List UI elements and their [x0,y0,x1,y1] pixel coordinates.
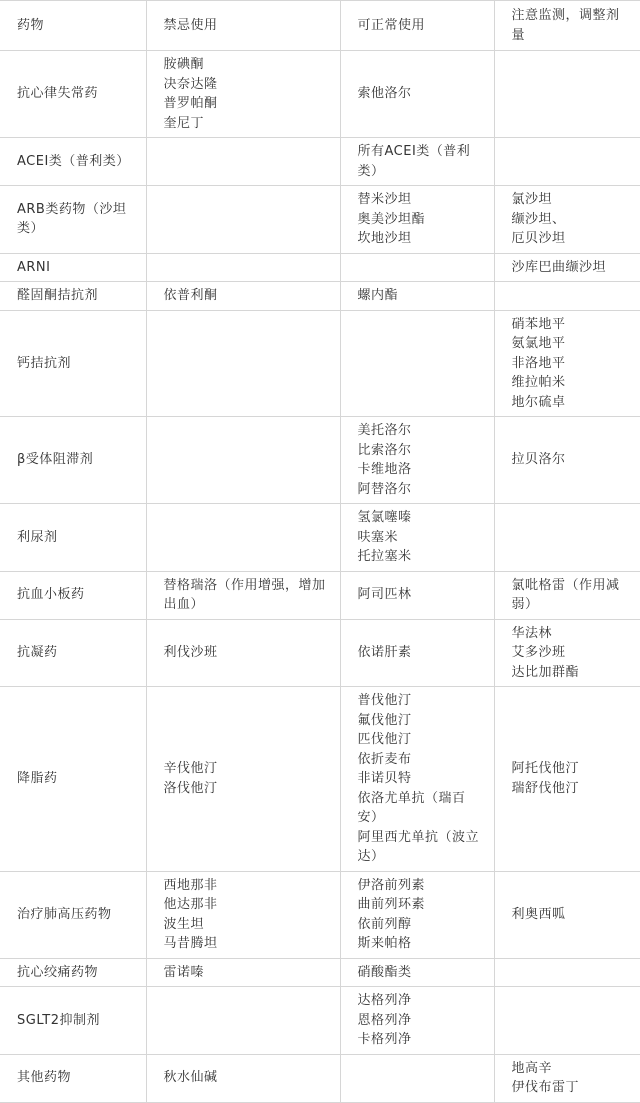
normal-use-cell [340,282,494,311]
drug-class-cell: 醛固酮拮抗剂 [0,282,146,311]
drug-name: 马昔腾坦 [163,936,218,951]
drug-name: 利奥西呱 [511,906,566,922]
drug-name: 索他洛尔 [357,86,412,102]
monitor-cell [494,958,640,987]
contraindicated-cell [146,186,340,254]
drug-name: 曲前列环素 [357,897,426,912]
drug-name: 决奈达隆 [163,76,218,92]
drug-class-cell: 其他药物 [0,1054,146,1102]
drug-name: 替格瑞洛（作用增强，增加出血） [163,577,326,612]
drug-name: 氢氯噻嗪 [357,510,412,525]
drug-name: 依诺肝素 [357,645,412,660]
drug-name: 奥美沙坦酯 [357,211,426,227]
normal-use-cell [340,571,494,619]
normal-use-cell [340,504,494,572]
contraindicated-cell [146,417,340,504]
normal-use-cell [340,687,494,872]
drug-name: 雷诺嗪 [163,964,205,980]
contraindicated-cell [146,871,340,958]
drug-name: 洛伐他汀 [163,780,218,796]
drug-name: 辛伐他汀 [163,761,218,777]
monitor-cell [494,253,640,282]
table-row [0,138,640,186]
drug-name: 阿里西尤单抗（波立达） [357,829,480,864]
contraindicated-cell [146,687,340,872]
drug-name: 恩格列净 [357,1012,412,1028]
table-header [0,1,640,51]
drug-name: 秋水仙碱 [163,1070,218,1086]
normal-use-cell [340,417,494,504]
drug-class-cell: 治疗肺高压药物 [0,871,146,958]
header-row [0,1,640,51]
drug-name: 硝苯地平 [511,316,566,332]
table-row [0,253,640,282]
table-body [0,51,640,1103]
contraindicated-cell [146,138,340,186]
drug-name: 氯沙坦 [511,192,553,207]
table-row [0,987,640,1055]
contraindicated-cell [146,310,340,417]
monitor-cell [494,186,640,254]
drug-name: 阿司匹林 [357,587,412,603]
drug-name: 拉贝洛尔 [511,452,566,468]
drug-class-cell: 抗心律失常药 [0,51,146,138]
drug-name: 他达那非 [163,897,218,912]
table-row [0,1054,640,1102]
drug-class-cell: 利尿剂 [0,504,146,572]
normal-use-cell [340,1054,494,1102]
contraindicated-cell [146,504,340,572]
drug-name: 波生坦 [163,916,205,932]
normal-use-cell [340,310,494,417]
drug-name: 伊洛前列素 [357,877,426,893]
drug-name: 非洛地平 [511,355,566,371]
monitor-cell [494,687,640,872]
drug-class-cell: ARB类药物（沙坦类） [0,186,146,254]
table-row [0,958,640,987]
monitor-cell [494,51,640,138]
monitor-cell [494,987,640,1055]
drug-name: 依洛尤单抗（瑞百安） [357,790,466,825]
normal-use-cell [340,619,494,687]
contraindicated-cell [146,958,340,987]
drug-name: 阿替洛尔 [357,481,412,497]
monitor-cell [494,619,640,687]
monitor-cell [494,571,640,619]
normal-use-cell [340,186,494,254]
drug-name: 氯吡格雷（作用减弱） [511,577,620,612]
monitor-cell [494,1054,640,1102]
drug-name: 沙库巴曲缬沙坦 [511,259,607,275]
contraindicated-cell [146,51,340,138]
drug-name: 比索洛尔 [357,442,412,458]
drug-name: 厄贝沙坦 [511,231,566,246]
drug-class-cell: 抗凝药 [0,619,146,687]
drug-class-cell: 抗心绞痛药物 [0,958,146,987]
drug-name: 螺内酯 [357,288,399,303]
drug-class-cell: 钙拮抗剂 [0,310,146,417]
drug-name: 依前列醇 [357,916,412,932]
drug-name: 非诺贝特 [357,771,412,786]
drug-name: 托拉塞米 [357,549,412,564]
table-row [0,310,640,417]
drug-name: 利伐沙班 [163,645,218,660]
table-row [0,619,640,687]
drug-name: 缬沙坦、 [511,211,566,227]
drug-name: 达格列净 [357,993,412,1008]
monitor-cell [494,282,640,311]
drug-class-cell: 抗血小板药 [0,571,146,619]
monitor-cell [494,417,640,504]
drug-name: 胺碘酮 [163,57,205,72]
drug-class-cell: SGLT2抑制剂 [0,987,146,1055]
drug-class-cell: 降脂药 [0,687,146,872]
table-row [0,871,640,958]
table-row [0,571,640,619]
normal-use-cell [340,253,494,282]
table-row [0,282,640,311]
table-row [0,51,640,138]
drug-name: 艾多沙班 [511,645,566,660]
drug-name: 地尔硫卓 [511,394,566,410]
drug-name: 维拉帕米 [511,375,566,390]
header-drug: 药物 [0,1,146,51]
drug-name: 普伐他汀 [357,693,412,708]
drug-name: 伊伐布雷丁 [511,1080,580,1095]
contraindicated-cell [146,282,340,311]
drug-name: 美托洛尔 [357,423,412,438]
drug-name: 坎地沙坦 [357,231,412,246]
drug-name: 所有ACEI类（普利类） [357,144,471,179]
normal-use-cell [340,987,494,1055]
drug-name: 氨氯地平 [511,336,566,351]
monitor-cell [494,504,640,572]
header-monitor-adjust: 注意监测，调整剂量 [494,1,640,51]
drug-name: 卡格列净 [357,1032,412,1047]
drug-name: 地高辛 [511,1060,553,1076]
drug-name: 氟伐他汀 [357,712,412,728]
drug-class-cell: β受体阻滞剂 [0,417,146,504]
normal-use-cell [340,51,494,138]
drug-name: 普罗帕酮 [163,96,218,111]
drug-name: 阿托伐他汀 [511,761,580,777]
normal-use-cell [340,871,494,958]
monitor-cell [494,310,640,417]
drug-name: 呋塞米 [357,529,399,545]
contraindicated-cell [146,987,340,1055]
drug-name: 依普利酮 [163,288,218,303]
drug-name: 替米沙坦 [357,192,412,207]
monitor-cell [494,871,640,958]
header-contraindicated: 禁忌使用 [146,1,340,51]
monitor-cell [494,138,640,186]
contraindicated-cell [146,619,340,687]
drug-name: 斯来帕格 [357,936,412,951]
drug-class-cell: ACEI类（普利类） [0,138,146,186]
drug-name: 达比加群酯 [511,664,580,680]
drug-name: 卡维地洛 [357,462,412,477]
table-row [0,504,640,572]
contraindicated-cell [146,571,340,619]
table-row [0,186,640,254]
drug-name: 匹伐他汀 [357,732,412,747]
header-normal-use: 可正常使用 [340,1,494,51]
drug-name: 硝酸酯类 [357,964,412,980]
normal-use-cell [340,958,494,987]
drug-class-cell: ARNI [0,253,146,282]
drug-name: 华法林 [511,625,553,641]
normal-use-cell [340,138,494,186]
drug-name: 奎尼丁 [163,115,205,131]
drug-name: 瑞舒伐他汀 [511,780,580,796]
table-row [0,417,640,504]
contraindicated-cell [146,1054,340,1102]
drug-name: 西地那非 [163,877,218,893]
contraindicated-cell [146,253,340,282]
drug-name: 依折麦布 [357,751,412,767]
table-row [0,687,640,872]
